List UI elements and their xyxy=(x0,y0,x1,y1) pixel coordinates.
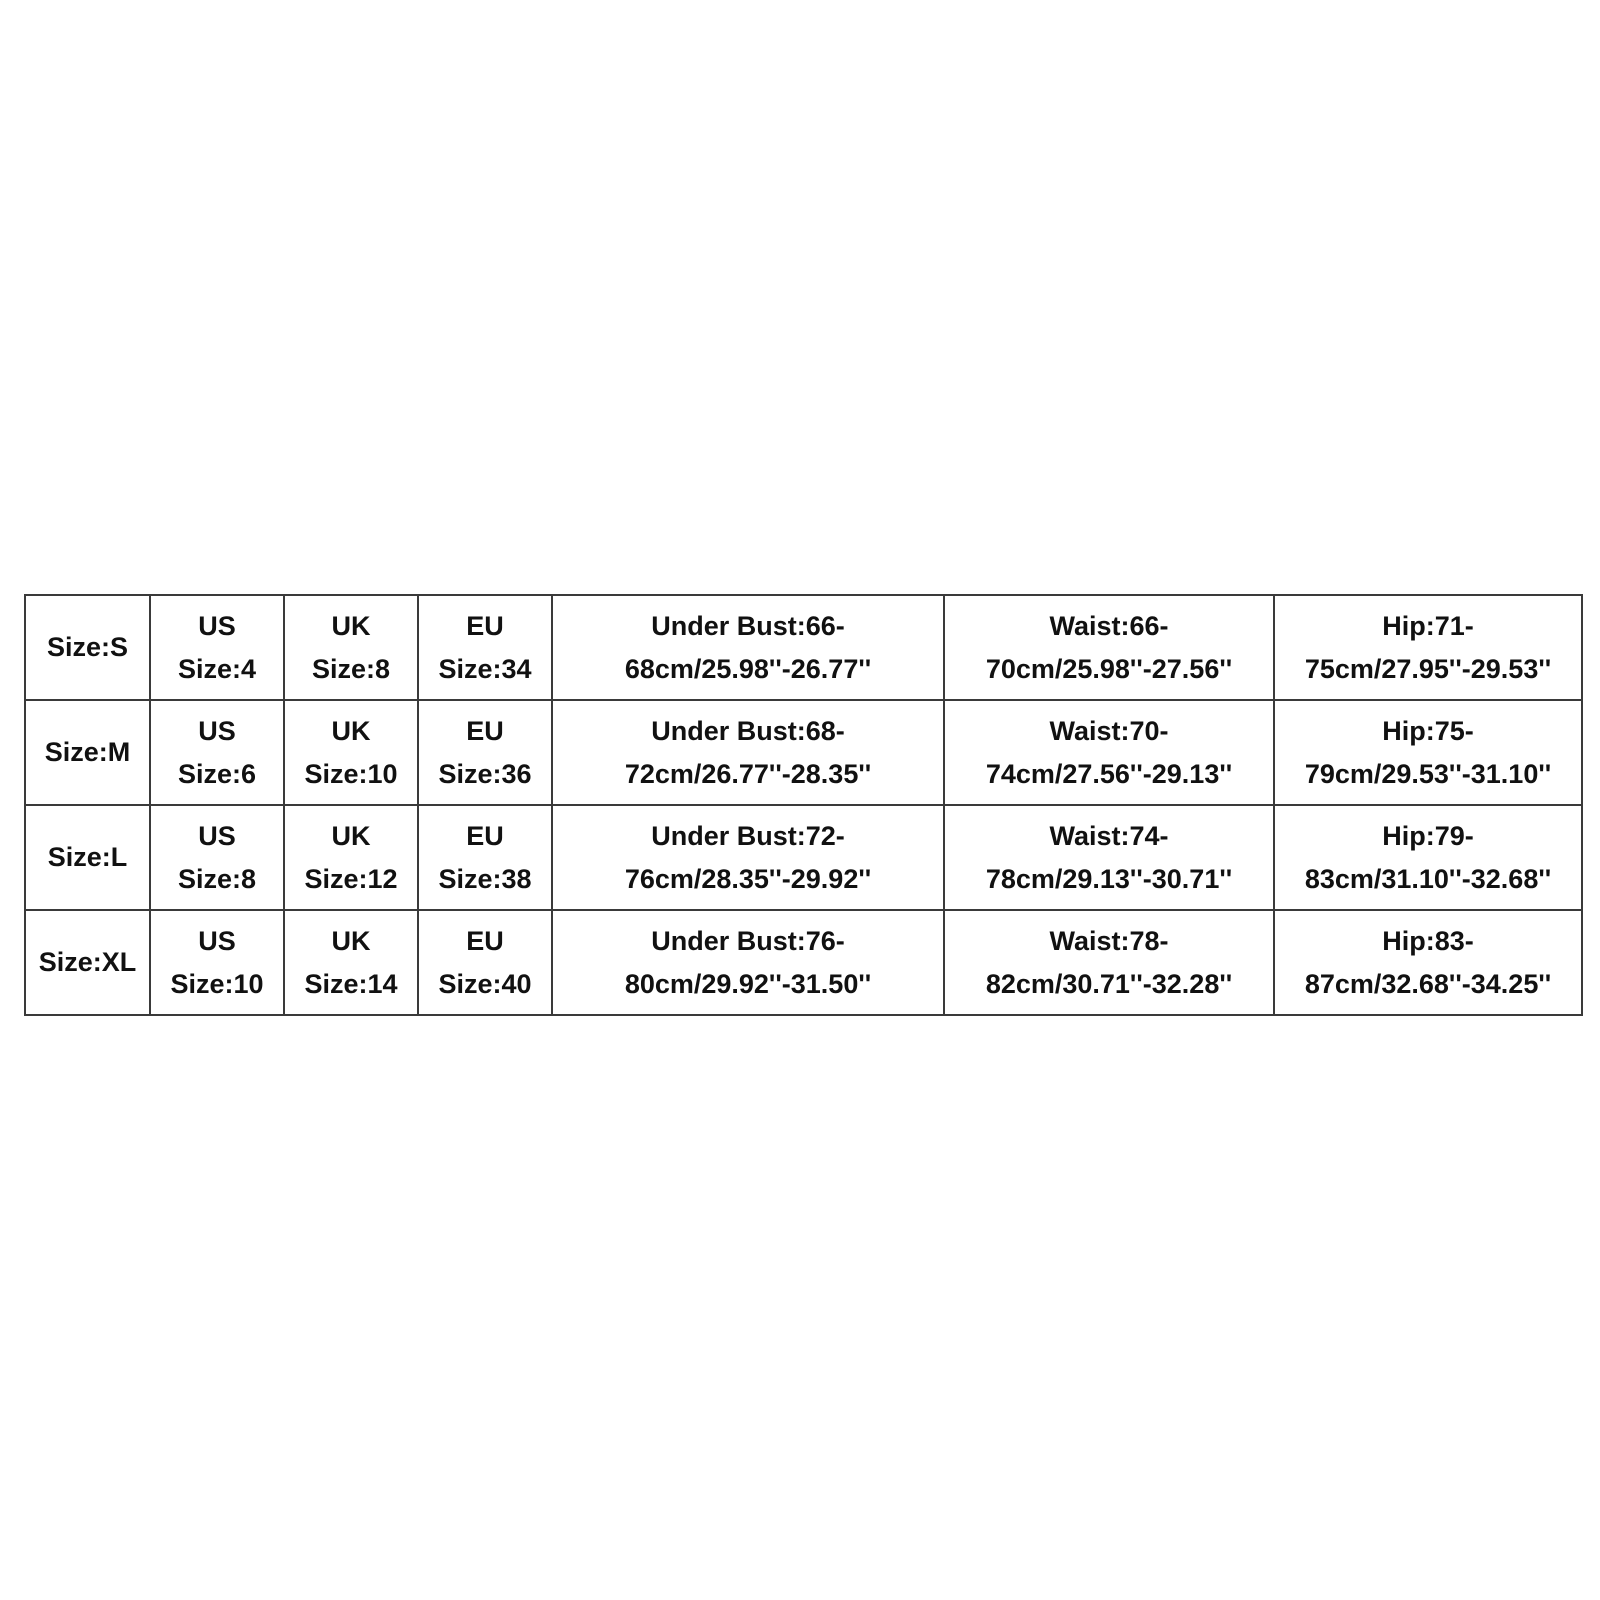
eu-label: EU xyxy=(466,610,504,641)
eu-size-value: Size:38 xyxy=(438,863,532,894)
uk-size-cell xyxy=(284,910,418,1015)
under-bust-line-2: 76cm/28.35''-29.92'' xyxy=(624,863,872,894)
uk-size-cell xyxy=(284,595,418,700)
under-bust-cell xyxy=(552,805,944,910)
us-label: US xyxy=(198,820,236,851)
waist-cell xyxy=(944,910,1274,1015)
waist-line-2: 78cm/29.13''-30.71'' xyxy=(985,863,1233,894)
us-label: US xyxy=(198,715,236,746)
hip-cell xyxy=(1274,910,1582,1015)
uk-label: UK xyxy=(331,820,371,851)
uk-size-value: Size:8 xyxy=(311,653,391,684)
waist-line-1: Waist:66- xyxy=(1049,610,1169,641)
table-row xyxy=(25,805,1582,910)
waist-line-1: Waist:78- xyxy=(1049,925,1169,956)
waist-cell xyxy=(944,700,1274,805)
hip-line-1: Hip:83- xyxy=(1382,925,1474,956)
waist-line-2: 70cm/25.98''-27.56'' xyxy=(985,653,1233,684)
size-label: Size:S xyxy=(46,632,129,662)
us-size-cell xyxy=(150,595,284,700)
under-bust-line-2: 72cm/26.77''-28.35'' xyxy=(624,758,872,789)
uk-size-value: Size:14 xyxy=(304,968,398,999)
uk-size-value: Size:10 xyxy=(304,758,398,789)
hip-line-2: 87cm/32.68''-34.25'' xyxy=(1304,968,1552,999)
under-bust-line-2: 80cm/29.92''-31.50'' xyxy=(624,968,872,999)
hip-line-2: 75cm/27.95''-29.53'' xyxy=(1304,653,1552,684)
waist-line-2: 74cm/27.56''-29.13'' xyxy=(985,758,1233,789)
us-size-value: Size:8 xyxy=(177,863,257,894)
hip-line-1: Hip:79- xyxy=(1382,820,1474,851)
size-cell xyxy=(25,700,150,805)
uk-label: UK xyxy=(331,925,371,956)
us-size-value: Size:4 xyxy=(177,653,257,684)
under-bust-line-2: 68cm/25.98''-26.77'' xyxy=(624,653,872,684)
under-bust-cell xyxy=(552,595,944,700)
us-size-cell xyxy=(150,700,284,805)
uk-size-cell xyxy=(284,805,418,910)
uk-size-cell xyxy=(284,700,418,805)
eu-label: EU xyxy=(466,715,504,746)
us-size-cell xyxy=(150,805,284,910)
size-chart-body xyxy=(25,595,1582,1015)
under-bust-line-1: Under Bust:76- xyxy=(651,925,845,956)
eu-size-cell xyxy=(418,595,552,700)
eu-size-cell xyxy=(418,805,552,910)
eu-label: EU xyxy=(466,820,504,851)
hip-line-1: Hip:71- xyxy=(1382,610,1474,641)
size-cell xyxy=(25,910,150,1015)
size-cell xyxy=(25,595,150,700)
waist-line-1: Waist:74- xyxy=(1049,820,1169,851)
hip-line-2: 83cm/31.10''-32.68'' xyxy=(1304,863,1552,894)
eu-size-value: Size:40 xyxy=(438,968,532,999)
under-bust-cell xyxy=(552,910,944,1015)
waist-line-2: 82cm/30.71''-32.28'' xyxy=(985,968,1233,999)
size-label: Size:L xyxy=(47,842,128,872)
hip-cell xyxy=(1274,805,1582,910)
waist-cell xyxy=(944,595,1274,700)
us-size-cell xyxy=(150,910,284,1015)
hip-line-2: 79cm/29.53''-31.10'' xyxy=(1304,758,1552,789)
us-size-value: Size:10 xyxy=(170,968,264,999)
eu-size-value: Size:36 xyxy=(438,758,532,789)
under-bust-line-1: Under Bust:66- xyxy=(651,610,845,641)
hip-cell xyxy=(1274,700,1582,805)
under-bust-cell xyxy=(552,700,944,805)
under-bust-line-1: Under Bust:72- xyxy=(651,820,845,851)
us-label: US xyxy=(198,610,236,641)
us-size-value: Size:6 xyxy=(177,758,257,789)
waist-cell xyxy=(944,805,1274,910)
hip-cell xyxy=(1274,595,1582,700)
uk-label: UK xyxy=(331,610,371,641)
hip-line-1: Hip:75- xyxy=(1382,715,1474,746)
waist-line-1: Waist:70- xyxy=(1049,715,1169,746)
uk-label: UK xyxy=(331,715,371,746)
under-bust-line-1: Under Bust:68- xyxy=(651,715,845,746)
eu-size-cell xyxy=(418,910,552,1015)
size-label: Size:M xyxy=(44,737,131,767)
size-label: Size:XL xyxy=(38,947,137,977)
us-label: US xyxy=(198,925,236,956)
eu-size-value: Size:34 xyxy=(438,653,532,684)
table-row xyxy=(25,700,1582,805)
uk-size-value: Size:12 xyxy=(304,863,398,894)
size-cell xyxy=(25,805,150,910)
eu-label: EU xyxy=(466,925,504,956)
table-row xyxy=(25,910,1582,1015)
table-row xyxy=(25,595,1582,700)
eu-size-cell xyxy=(418,700,552,805)
size-chart-table xyxy=(24,594,1583,1016)
